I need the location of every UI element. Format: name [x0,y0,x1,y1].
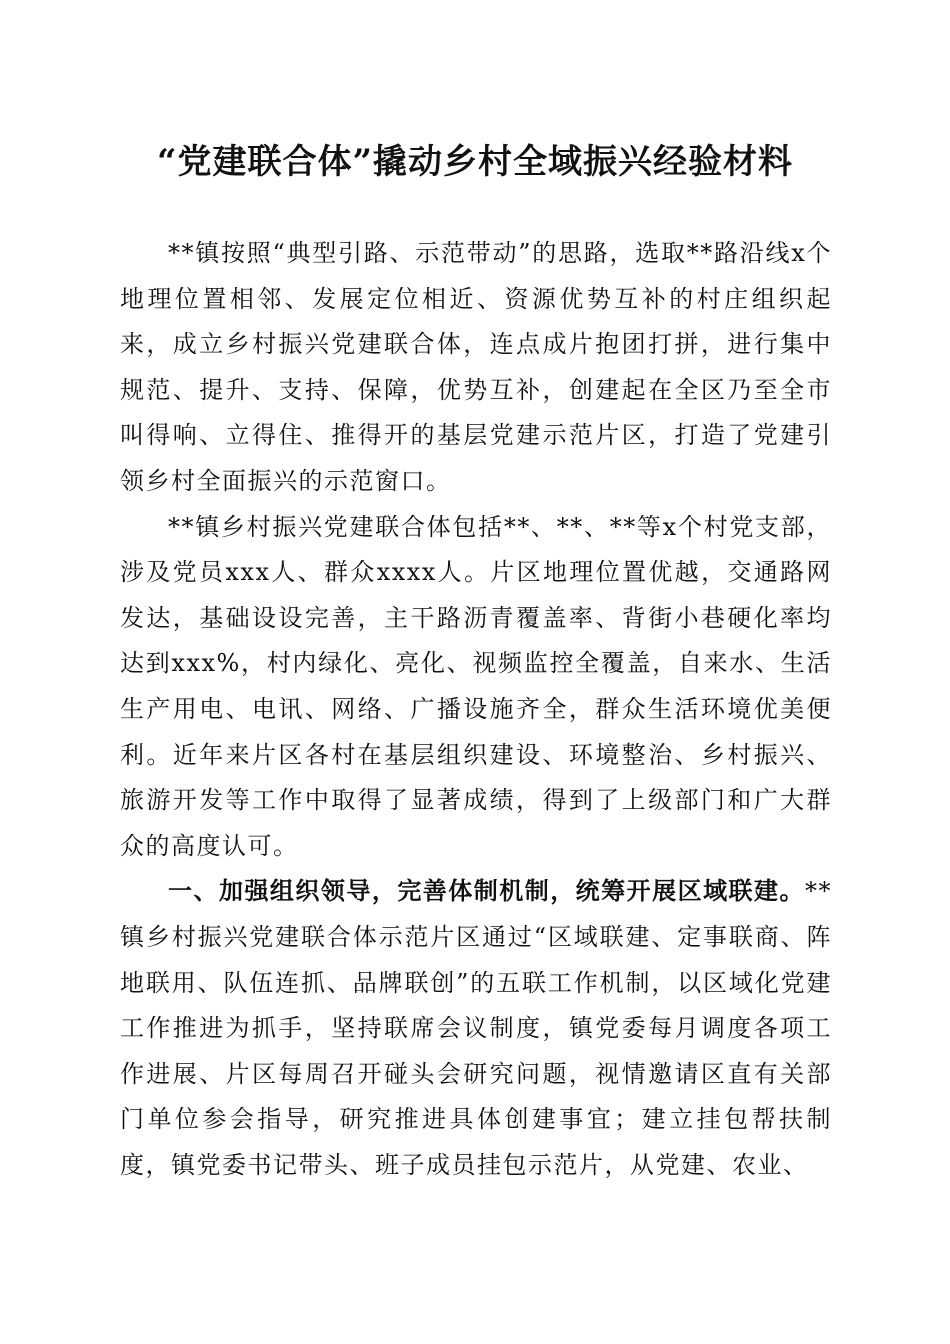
document-body [120,231,832,1188]
paragraph-intro [120,231,832,505]
paragraph-text: **镇按照“典型引路、示范带动”的思路，选取**路沿线x个地理位置相邻、发展定位相近、资源优势互补的村庄组织起来，成立乡村振兴党建联合体，连点成片抱团打拼，进行集中规范、提升、支持、保障，优势互补，创建起在全区乃至全市叫得响、立得住、推得开的基层党建示范片区，打造了党建引领乡村全面振兴的示范窗口。 [120,239,832,495]
paragraph-text: **镇乡村振兴党建联合体示范片区通过“区域联建、定事联商、阵地联用、队伍连抓、品牌联创”的五联工作机制，以区域化党建工作推进为抓手，坚持联席会议制度，镇党委每月调度各项工作进展、片区每周召开碰头会研究问题，视情邀请区直有关部门单位参会指导，研究推进具体创建事宜；建立挂包帮扶制度，镇党委书记带头、班子成员挂包示范片，从党建、农业、 [120,877,832,1179]
document-title: “党建联合体”撬动乡村全域振兴经验材料 [156,142,794,182]
paragraph-overview [120,505,832,870]
paragraph-text: **镇乡村振兴党建联合体包括**、**、**等x个村党支部，涉及党员xxx人、群众xxxx人。片区地理位置优越，交通路网发达，基础设设完善，主干路沥青覆盖率、背街小巷硬化率均达到xxx%，村内绿化、亮化、视频监控全覆盖，自来水、生活生产用电、电讯、网络、广播设施齐全，群众生活环境优美便利。近年来片区各村在基层组织建设、环境整治、乡村振兴、旅游开发等工作中取得了显著成绩，得到了上级部门和广大群众的高度认可。 [120,512,832,860]
paragraph-section-one [120,869,832,1188]
section-heading: 一、加强组织领导，完善体制机制，统筹开展区域联建。 [168,877,805,906]
